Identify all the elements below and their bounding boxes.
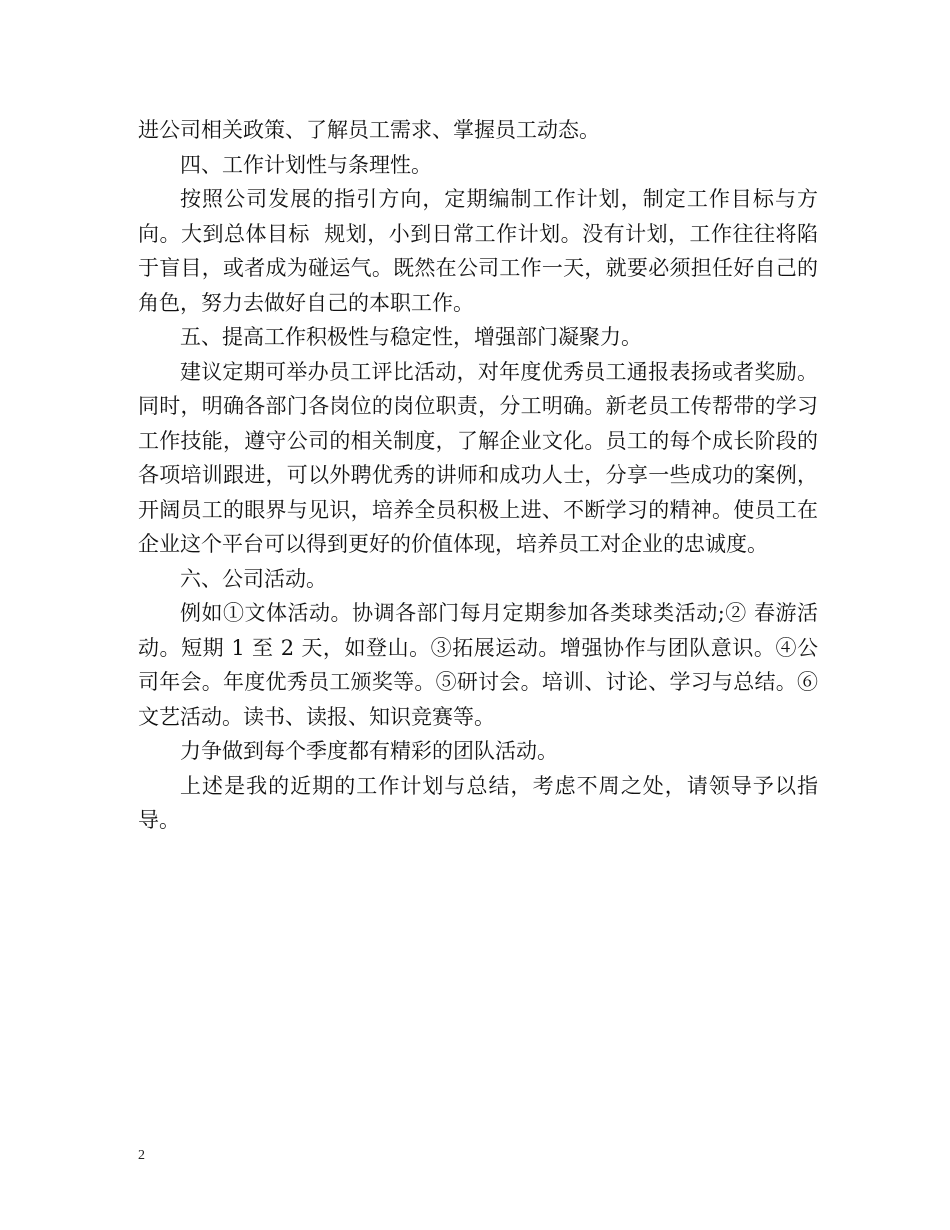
paragraph-motivation: 建议定期可举办员工评比活动，对年度优秀员工通报表扬或者奖励。同时，明确各部门各岗位的岗位职责，分工明确。新老员工传帮带的学习工作技能，遵守公司的相关制度，了解企业文化。员工的每个成长阶段的各项培训跟进，可以外聘优秀的讲师和成功人士，分享一些成功的案例，开阔员工的眼界与见识，培养全员积极上进、不断学习的精神。使员工在企业这个平台可以得到更好的价值体现，培养员工对企业的忠诚度。 xyxy=(138,359,818,556)
heading-section-5: 五、提高工作积极性与稳定性，增强部门凝聚力。 xyxy=(180,325,642,349)
paragraph-activities: 例如①文体活动。协调各部门每月定期参加各类球类活动;② 春游活动。短期 1 至 2 天，如登山。③拓展运动。增强协作与团队意识。④公司年会。年度优秀员工颁奖等。⑤研讨会。培训、讨论、学习与总结。⑥文艺活动。读书、读报、知识竞赛等。 xyxy=(138,601,818,729)
heading-section-6: 六、公司活动。 xyxy=(180,566,327,591)
paragraph-1: 进公司相关政策、了解员工需求、掌握员工动态。 xyxy=(138,118,600,142)
paragraph-work-plan: 按照公司发展的指引方向，定期编制工作计划，制定工作目标与方向。大到总体目标 规划，小到日常工作计划。没有计划，工作往往将陷于盲目，或者成为碰运气。既然在公司工作一天，就要必须担任好自己的角色，努力去做好自己的本职工作。 xyxy=(138,187,818,315)
paragraph-closing: 上述是我的近期的工作计划与总结，考虑不周之处，请领导予以指导。 xyxy=(138,773,818,832)
heading-section-4: 四、工作计划性与条理性。 xyxy=(180,152,432,177)
page-number: 2 xyxy=(138,1148,145,1163)
paragraph-team-goal: 力争做到每个季度都有精彩的团队活动。 xyxy=(180,739,558,763)
document-body xyxy=(138,113,818,838)
